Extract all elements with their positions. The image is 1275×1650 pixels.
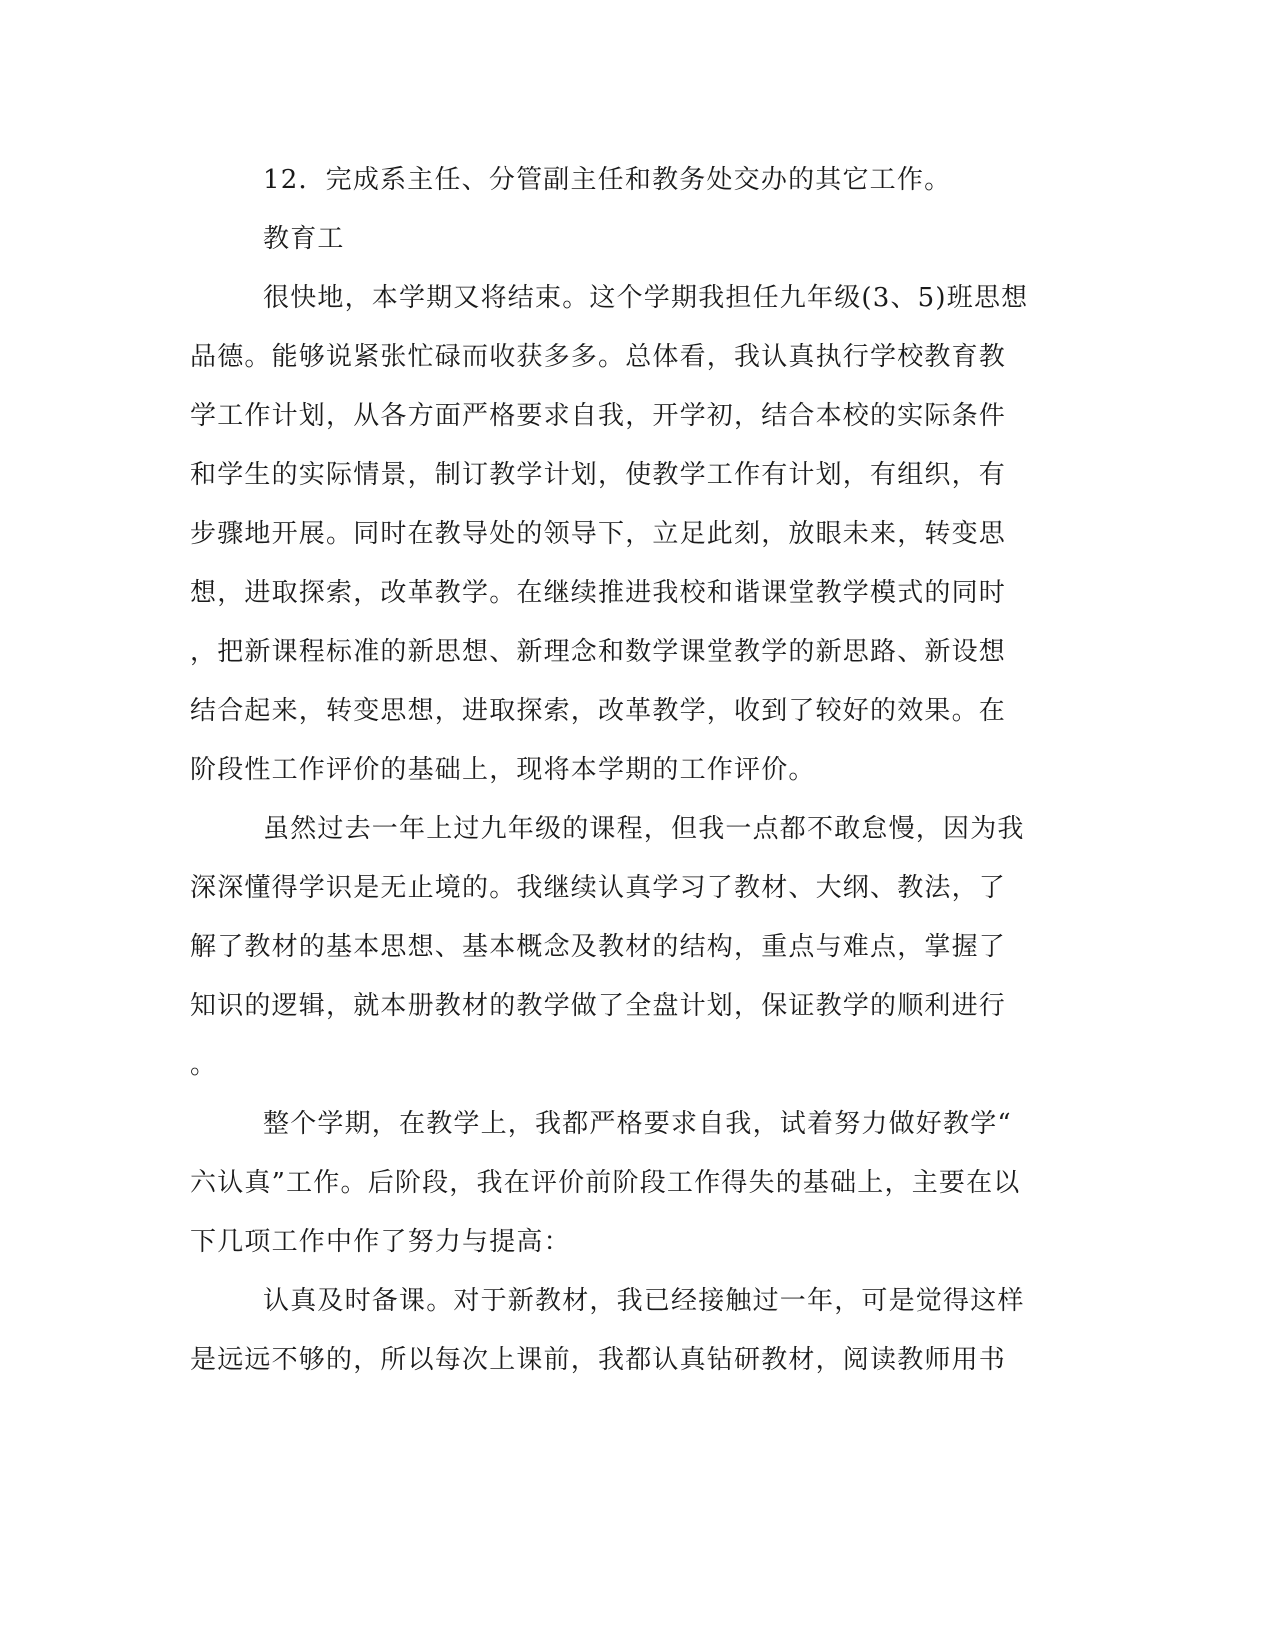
text-line: 步骤地开展。同时在教导处的领导下，立足此刻，放眼未来，转变思 xyxy=(190,519,1007,549)
text-line: 知识的逻辑，就本册教材的教学做了全盘计划，保证教学的顺利进行 xyxy=(190,991,1007,1021)
text-line: 认真及时备课。对于新教材，我已经接触过一年，可是觉得这样 xyxy=(263,1286,1025,1316)
text-line: 六认真”工作。后阶段，我在评价前阶段工作得失的基础上，主要在以 xyxy=(190,1168,1021,1198)
text-line: 品德。能够说紧张忙碌而收获多多。总体看，我认真执行学校教育教 xyxy=(190,342,1007,372)
text-line: 。 xyxy=(190,1050,218,1080)
text-line: 结合起来，转变思想，进取探索，改革教学，收到了较好的效果。在 xyxy=(190,696,1007,726)
text-line: 和学生的实际情景，制订教学计划，使教学工作有计划，有组织，有 xyxy=(190,460,1007,490)
text-line: 解了教材的基本思想、基本概念及教材的结构，重点与难点，掌握了 xyxy=(190,932,1007,962)
text-line: ，把新课程标准的新思想、新理念和数学课堂教学的新思路、新设想 xyxy=(190,637,1007,667)
text-line: 虽然过去一年上过九年级的课程，但我一点都不敢怠慢，因为我 xyxy=(263,814,1025,844)
text-line: 深深懂得学识是无止境的。我继续认真学习了教材、大纲、教法，了 xyxy=(190,873,1007,903)
text-line: 12．完成系主任、分管副主任和教务处交办的其它工作。 xyxy=(263,165,952,195)
text-line: 阶段性工作评价的基础上，现将本学期的工作评价。 xyxy=(190,755,816,785)
text-line: 下几项工作中作了努力与提高： xyxy=(190,1227,571,1257)
text-line: 学工作计划，从各方面严格要求自我，开学初，结合本校的实际条件 xyxy=(190,401,1007,431)
section-heading: 教育工 xyxy=(263,224,345,254)
text-line: 整个学期，在教学上，我都严格要求自我，试着努力做好教学“ xyxy=(263,1109,1012,1139)
text-line: 是远远不够的，所以每次上课前，我都认真钻研教材，阅读教师用书 xyxy=(190,1345,1007,1375)
text-line: 很快地，本学期又将结束。这个学期我担任九年级(3、5)班思想 xyxy=(263,283,1029,313)
text-line: 想，进取探索，改革教学。在继续推进我校和谐课堂教学模式的同时 xyxy=(190,578,1007,608)
